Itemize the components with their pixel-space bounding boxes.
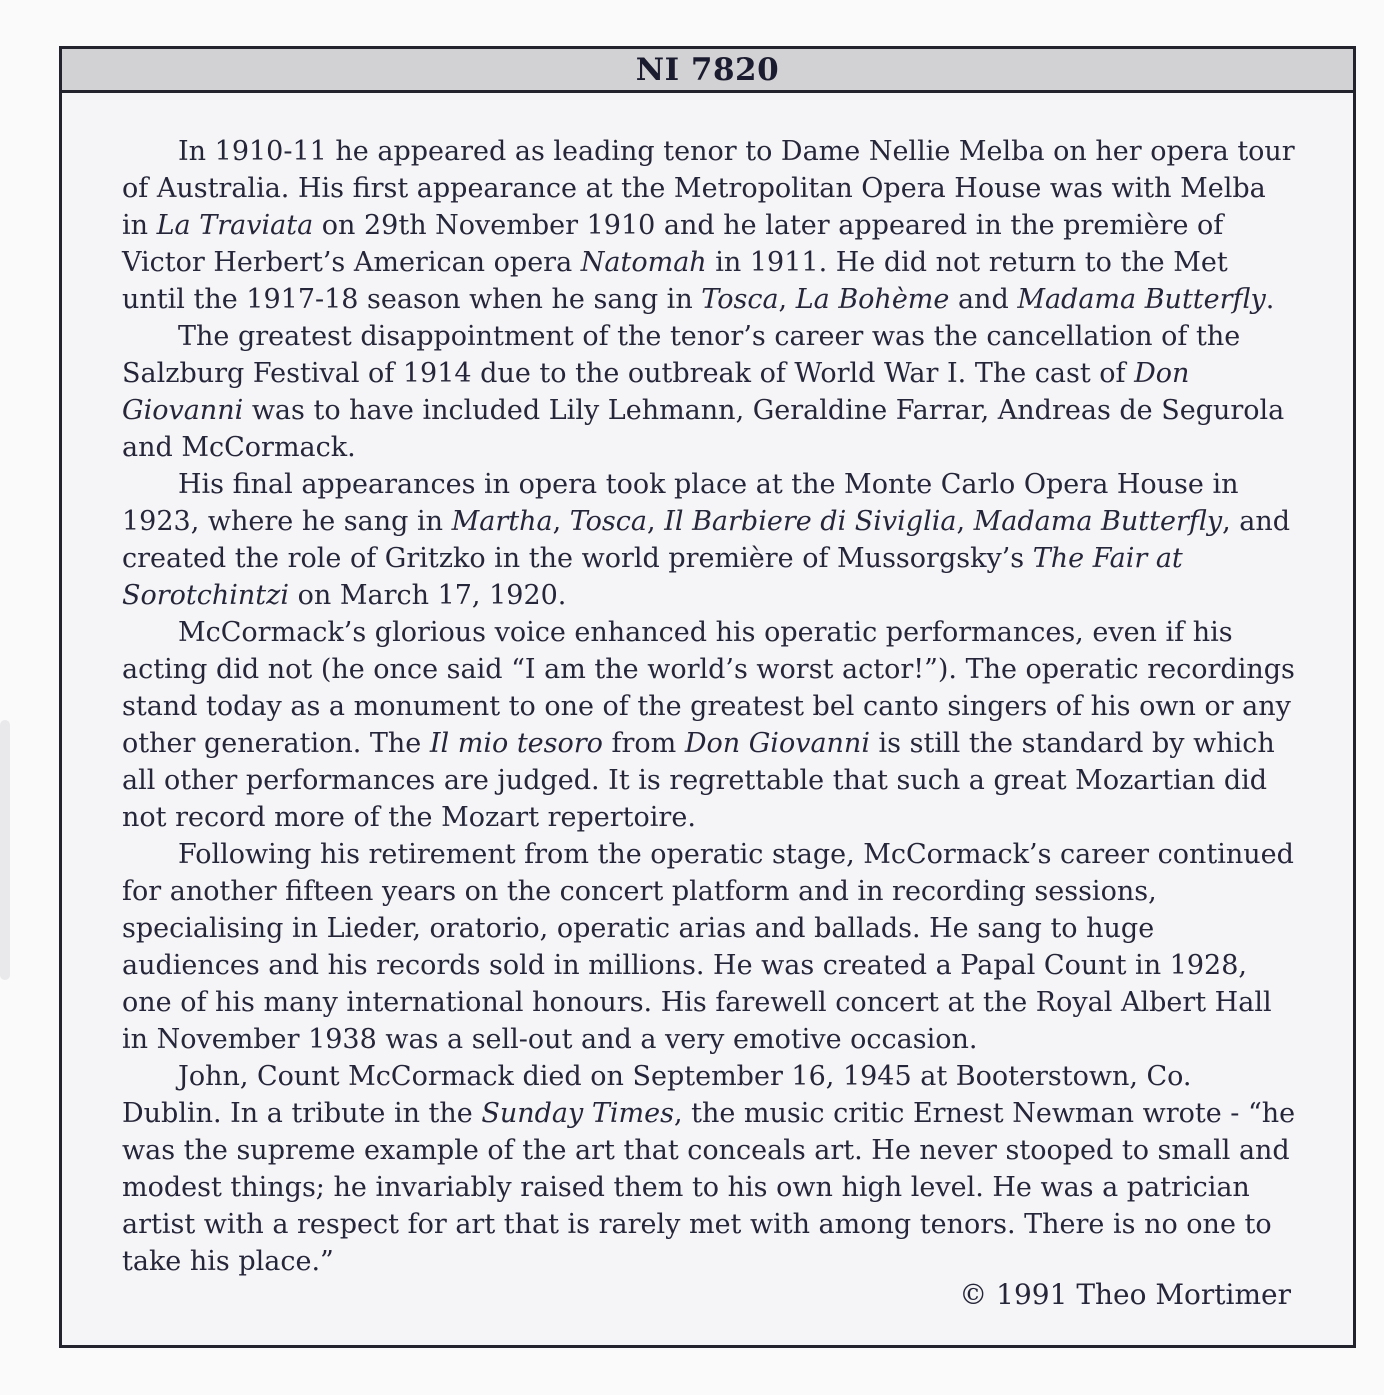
catalog-header-band — [62, 49, 1353, 93]
booklet-page — [59, 46, 1356, 1348]
liner-notes-text — [62, 93, 1353, 1313]
paragraph-2: The greatest disappointment of the tenor’s career was the cancellation of the Salzburg Festival of 1914 due to the outbreak of World War I. The cast of Don Giovanni was to have included Lily Lehmann, Geraldine Farrar, Andreas de Segurola and McCormack. — [122, 321, 1285, 463]
paragraph-5: Following his retirement from the operatic stage, McCormack’s career continued for another fifteen years on the concert platform and in recording sessions, specialising in Lieder, oratorio, operatic arias and ballads. He sang to huge audiences and his records sold in millions. He was created a Papal Count in 1928, one of his many international honours. His farewell concert at the Royal Albert Hall in November 1938 was a sell-out and a very emotive occasion. — [122, 839, 1294, 1055]
paragraph-1: In 1910-11 he appeared as leading tenor to Dame Nellie Melba on her opera tour of Australia. His first appearance at the Metropolitan Opera House was with Melba in La Traviata on 29th November 1910 and he later appeared in the première of Victor Herbert’s American opera Natomah in 1911. He did not return to the Met until the 1917-18 season when he sang in Tosca, La Bohème and Madama Butterfly. — [122, 136, 1295, 315]
paragraph-6: John, Count McCormack died on September 16, 1945 at Booterstown, Co. Dublin. In a tribute in the Sunday Times, the music critic Ernest Newman wrote - “he was the supreme example of the art that conceals art. He never stooped to small and modest things; he invariably raised them to his own high level. He was a patrician artist with a respect for art that is rarely met with among tenors. There is no one to take his place.” — [122, 1061, 1296, 1277]
scan-artifact — [0, 720, 10, 980]
paragraph-4: McCormack’s glorious voice enhanced his operatic performances, even if his acting did not (he once said “I am the world’s worst actor!”). The operatic recordings stand today as a monument to one of the greatest bel canto singers of his own or any other generation. The Il mio tesoro from Don Giovanni is still the standard by which all other performances are judged. It is regrettable that such a great Mozartian did not record more of the Mozart repertoire. — [122, 617, 1295, 833]
copyright-notice: © 1991 Theo Mortimer — [959, 1278, 1291, 1311]
catalog-number: NI 7820 — [635, 51, 780, 88]
paragraph-3: His final appearances in opera took place at the Monte Carlo Opera House in 1923, where he sang in Martha, Tosca, Il Barbiere di Siviglia, Madama Butterfly, and created the role of Gritzko in the world première of Mussorgsky’s The Fair at Sorotchintzi on March 17, 1920. — [122, 469, 1291, 611]
